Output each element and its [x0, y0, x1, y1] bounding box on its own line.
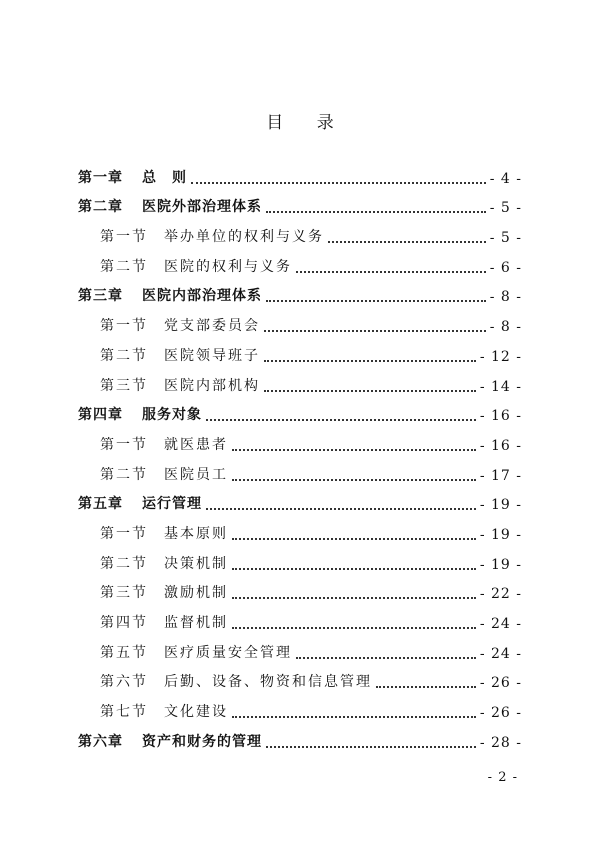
dot-leader [191, 170, 486, 184]
toc-entry-number: 第三节 [100, 585, 148, 602]
toc-entry-number: 第二节 [100, 347, 148, 364]
toc-entry-page: - 24 - [479, 616, 522, 632]
toc-chapter-entry[interactable] [78, 395, 522, 425]
dot-leader [232, 556, 476, 570]
toc-entry-page: - 5 - [489, 200, 522, 217]
dot-leader [328, 229, 486, 243]
toc-entry-page: - 24 - [479, 645, 522, 662]
toc-section-entry[interactable] [78, 305, 522, 335]
toc-entry-page: - 17 - [479, 467, 522, 484]
toc-entry-title: 总 则 [142, 169, 187, 186]
toc-entry-title: 党支部委员会 [164, 318, 260, 335]
toc-chapter-entry[interactable] [78, 157, 522, 187]
page-number: - 2 - [487, 770, 518, 785]
toc-entry-page: - 28 - [479, 734, 522, 751]
toc-entry-number: 第一节 [100, 525, 148, 542]
toc-entry-page: - 8 - [489, 289, 522, 306]
page-title: 目 录 [266, 113, 348, 133]
toc-entry-number: 第五章 [78, 496, 123, 513]
dot-leader [264, 318, 486, 332]
toc-entry-number: 第三章 [78, 288, 123, 305]
dot-leader [232, 526, 476, 540]
dot-leader [376, 674, 476, 688]
toc-section-entry[interactable] [78, 602, 522, 632]
toc-entry-title: 医院外部治理体系 [142, 199, 262, 216]
toc-entry-number: 第一节 [100, 229, 148, 246]
toc-entry-number: 第五节 [100, 644, 148, 661]
dot-leader [206, 407, 476, 421]
toc-entry-title: 医院的权利与义务 [164, 258, 292, 275]
toc-section-entry[interactable] [78, 691, 522, 721]
toc-section-entry[interactable] [78, 216, 522, 246]
toc-entry-title: 服务对象 [142, 407, 202, 424]
toc-entry-page: - 4 - [489, 170, 522, 187]
toc-entry-page: - 19 - [479, 526, 522, 543]
dot-leader [296, 645, 476, 659]
toc-entry-page: - 8 - [489, 319, 522, 336]
toc-entry-number: 第四章 [78, 407, 123, 424]
toc-section-entry[interactable] [78, 632, 522, 662]
toc-chapter-entry[interactable] [78, 187, 522, 217]
toc-entry-number: 第二节 [100, 258, 148, 275]
toc-entry-number: 第二章 [78, 199, 123, 216]
toc-section-entry[interactable] [78, 513, 522, 543]
toc-section-entry[interactable] [78, 335, 522, 365]
toc-entry-title: 运行管理 [142, 496, 202, 513]
dot-leader [266, 734, 476, 748]
toc-section-entry[interactable] [78, 454, 522, 484]
toc-entry-page: - 26 - [479, 705, 522, 722]
toc-entry-number: 第六章 [78, 733, 123, 750]
toc-entry-page: - 16 - [479, 437, 522, 454]
toc-entry-page: - 5 - [489, 230, 522, 247]
dot-leader [232, 437, 476, 451]
toc-section-entry[interactable] [78, 573, 522, 603]
dot-leader [266, 199, 486, 213]
toc-entry-title: 医疗质量安全管理 [164, 644, 292, 661]
toc-entry-title: 后勤、设备、物资和信息管理 [164, 674, 372, 691]
toc-chapter-entry[interactable] [78, 484, 522, 514]
dot-leader [264, 348, 476, 362]
toc-chapter-entry[interactable] [78, 276, 522, 306]
toc-entry-number: 第四节 [100, 615, 148, 631]
toc-entry-page: - 22 - [479, 586, 522, 603]
toc-entry-title: 举办单位的权利与义务 [164, 229, 324, 246]
toc-section-entry[interactable] [78, 246, 522, 276]
toc-entry-page: - 19 - [479, 497, 522, 514]
dot-leader [232, 585, 476, 599]
toc-entry-title: 激励机制 [164, 585, 228, 602]
dot-leader [232, 467, 476, 481]
toc-entry-number: 第一章 [78, 169, 123, 186]
toc-entry-title: 医院领导班子 [164, 347, 260, 364]
dot-leader [232, 704, 476, 718]
toc-entry-number: 第一节 [100, 436, 148, 453]
toc-entry-title: 基本原则 [164, 525, 228, 542]
toc-section-entry[interactable] [78, 365, 522, 395]
dot-leader [296, 259, 486, 273]
dot-leader [264, 378, 476, 392]
table-of-contents [78, 157, 522, 751]
toc-entry-title: 文化建设 [164, 704, 228, 721]
toc-section-entry[interactable] [78, 543, 522, 573]
toc-entry-title: 医院员工 [164, 466, 228, 483]
toc-entry-title: 医院内部机构 [164, 377, 260, 394]
dot-leader [206, 496, 476, 510]
toc-entry-page: - 6 - [489, 259, 522, 276]
toc-section-entry[interactable] [78, 662, 522, 692]
toc-entry-number: 第二节 [100, 555, 148, 572]
toc-entry-page: - 14 - [479, 378, 522, 395]
toc-entry-number: 第三节 [100, 377, 148, 394]
toc-entry-title: 医院内部治理体系 [142, 288, 262, 305]
toc-entry-page: - 19 - [479, 556, 522, 573]
dot-leader [266, 288, 486, 302]
toc-entry-number: 第二节 [100, 466, 148, 483]
toc-entry-page: - 16 - [479, 408, 522, 425]
dot-leader [232, 615, 476, 629]
toc-entry-page: - 26 - [479, 675, 522, 692]
toc-entry-title: 资产和财务的管理 [142, 733, 262, 750]
toc-chapter-entry[interactable] [78, 721, 522, 751]
toc-entry-title: 监督机制 [164, 615, 228, 631]
toc-entry-title: 决策机制 [164, 555, 228, 572]
toc-section-entry[interactable] [78, 424, 522, 454]
toc-entry-number: 第七节 [100, 704, 148, 721]
toc-entry-number: 第一节 [100, 318, 148, 335]
toc-entry-number: 第六节 [100, 674, 148, 691]
toc-entry-title: 就医患者 [164, 436, 228, 453]
toc-entry-page: - 12 - [479, 348, 522, 365]
